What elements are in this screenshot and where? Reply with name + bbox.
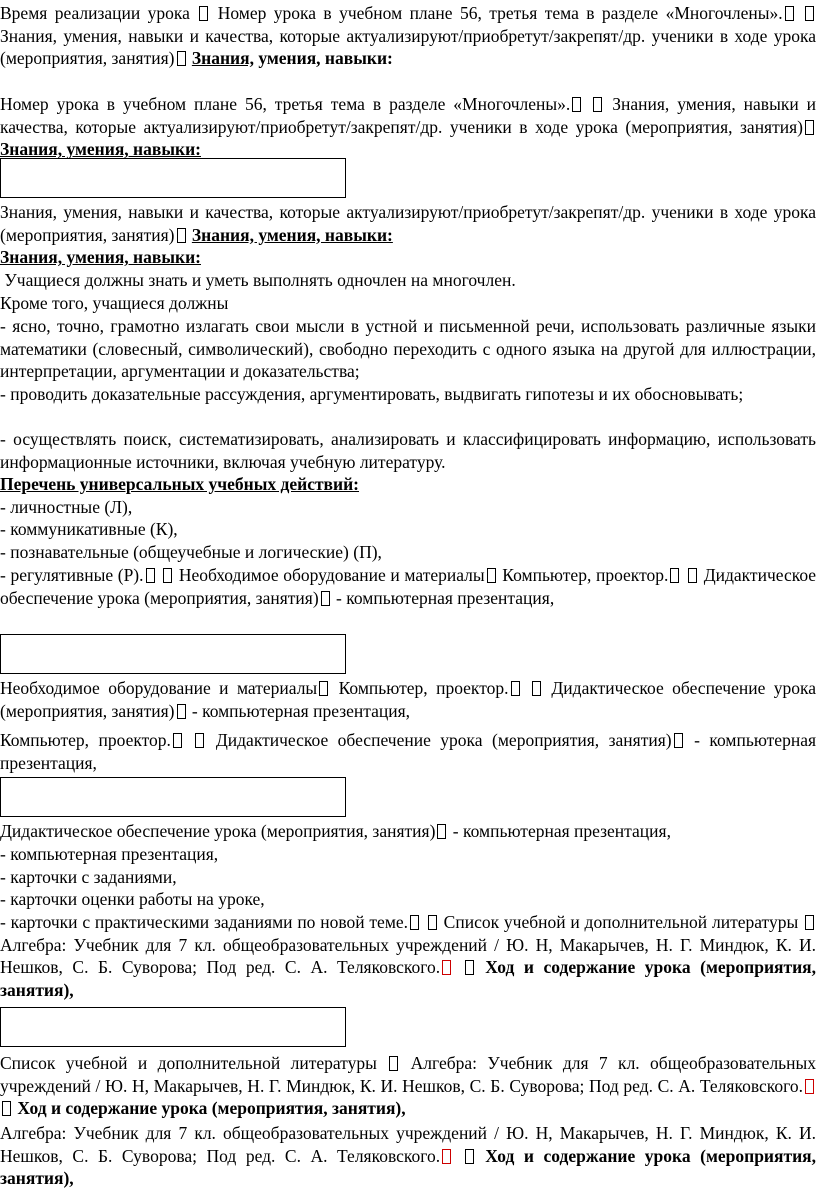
missing-glyph-icon	[805, 1079, 814, 1094]
missing-glyph-icon	[321, 591, 330, 606]
missing-glyph-icon	[173, 733, 182, 748]
missing-glyph-icon	[437, 824, 446, 839]
missing-glyph-icon	[670, 568, 679, 583]
missing-glyph-icon	[428, 915, 437, 930]
uud-item: - познавательные (общеучебные и логические) (П),	[0, 542, 382, 562]
uud-regulatory-paragraph: - регулятивные (Р). Необходимое оборудование и материалы Компьютер, проектор. Дидактическое обеспечение урока (мероприятия, занятия) - компьютерная презентация,	[0, 565, 816, 608]
missing-glyph-icon	[199, 6, 208, 21]
algebra-book-paragraph: Алгебра: Учебник для 7 кл. общеобразовательных учреждений / Ю. Н, Макарычев, Н. Г. Миндюк, К. И. Нешков, С. Б. Суворова; Под ред. С. А. Теляковского. Ход и содержание урока (мероприятия, занятия),	[0, 1123, 816, 1188]
missing-glyph-icon	[805, 6, 814, 21]
missing-glyph-icon	[805, 915, 814, 930]
missing-glyph-icon	[319, 681, 328, 696]
lesson-time-paragraph: Время реализации урока Номер урока в учебном плане 56, третья тема в разделе «Многочлены». Знания, умения, навыки и качества, которые актуализируют/приобретут/закрепят/др. ученики в ходе урока (мероприятия, занятия) Знания, умения, навыки:	[0, 3, 816, 68]
skills-intro: Учащиеся должны знать и уметь выполнять одночлен на многочлен.	[4, 270, 516, 290]
missing-glyph-icon	[465, 1149, 474, 1164]
computer-paragraph: Компьютер, проектор. Дидактическое обеспечение урока (мероприятия, занятия) - компьютерная презентация,	[0, 730, 816, 773]
empty-frame	[0, 634, 346, 674]
missing-glyph-icon	[146, 568, 155, 583]
missing-glyph-icon	[177, 228, 186, 243]
missing-glyph-icon	[572, 97, 581, 112]
missing-glyph-icon	[177, 704, 186, 719]
missing-glyph-icon	[410, 915, 419, 930]
empty-frame	[0, 777, 346, 817]
literature-list-paragraph: Список учебной и дополнительной литературы Алгебра: Учебник для 7 кл. общеобразовательных учреждений / Ю. Н, Макарычев, Н. Г. Миндюк, К. И. Нешков, С. Б. Суворова; Под ред. С. А. Теляковского. Ход и содержание урока (мероприятия, занятия),	[0, 1053, 816, 1118]
skills-item: - ясно, точно, грамотно излагать свои мысли в устной и письменной речи, использовать различные языки математики (словесный, символический), свободно переходить с одного языка на другой для иллюстрации, интерпретации, аргументации и доказательства;	[0, 316, 816, 381]
skills-item: - проводить доказательные рассуждения, аргументировать, выдвигать гипотезы и их обосновывать;	[0, 384, 744, 404]
skills-heading: Знания, умения, навыки:	[0, 247, 201, 267]
missing-glyph-icon	[511, 681, 520, 696]
missing-glyph-icon	[195, 733, 204, 748]
missing-glyph-icon	[465, 960, 474, 975]
skills-intro-paragraph: Знания, умения, навыки и качества, которые актуализируют/приобретут/закрепят/др. ученики в ходе урока (мероприятия, занятия) Знания, умения, навыки:	[0, 202, 816, 245]
missing-glyph-icon	[442, 1149, 451, 1164]
missing-glyph-icon	[163, 568, 172, 583]
missing-glyph-icon	[487, 568, 496, 583]
equipment-paragraph: Необходимое оборудование и материалы Компьютер, проектор. Дидактическое обеспечение урока (мероприятия, занятия) - компьютерная презентация,	[0, 678, 816, 721]
uud-item: - личностные (Л),	[0, 497, 133, 517]
missing-glyph-icon	[177, 51, 186, 66]
missing-glyph-icon	[442, 960, 451, 975]
missing-glyph-icon	[389, 1056, 398, 1071]
uud-heading: Перечень универсальных учебных действий:	[0, 474, 360, 494]
empty-frame	[0, 158, 346, 198]
didactic-item: - карточки оценки работы на уроке,	[0, 889, 265, 909]
didactic-paragraph: Дидактическое обеспечение урока (мероприятия, занятия) - компьютерная презентация,	[0, 821, 671, 841]
missing-glyph-icon	[785, 6, 794, 21]
skills-also: Кроме того, учащиеся должны	[0, 293, 229, 313]
lesson-number-paragraph: Номер урока в учебном плане 56, третья тема в разделе «Многочлены». Знания, умения, навыки и качества, которые актуализируют/приобретут/закрепят/др. ученики в ходе урока (мероприятия, занятия) Знания, умения, навыки:	[0, 94, 816, 159]
didactic-item: - компьютерная презентация,	[0, 844, 219, 864]
literature-paragraph: - карточки с практическими заданиями по новой теме. Список учебной и дополнительной литературы Алгебра: Учебник для 7 кл. общеобразовательных учреждений / Ю. Н, Макарычев, Н. Г. Миндюк, К. И. Нешков, С. Б. Суворова; Под ред. С. А. Теляковского. Ход и содержание урока (мероприятия, занятия),	[0, 912, 816, 1000]
missing-glyph-icon	[805, 120, 814, 135]
missing-glyph-icon	[688, 568, 697, 583]
didactic-item: - карточки с заданиями,	[0, 867, 177, 887]
missing-glyph-icon	[2, 1101, 11, 1116]
skills-item: - осуществлять поиск, систематизировать, анализировать и классифицировать информацию, использовать информационные источники, включая учебную литературу.	[0, 429, 816, 472]
missing-glyph-icon	[674, 733, 683, 748]
missing-glyph-icon	[593, 97, 602, 112]
uud-item: - коммуникативные (К),	[0, 519, 178, 539]
missing-glyph-icon	[532, 681, 541, 696]
empty-frame	[0, 1007, 346, 1047]
